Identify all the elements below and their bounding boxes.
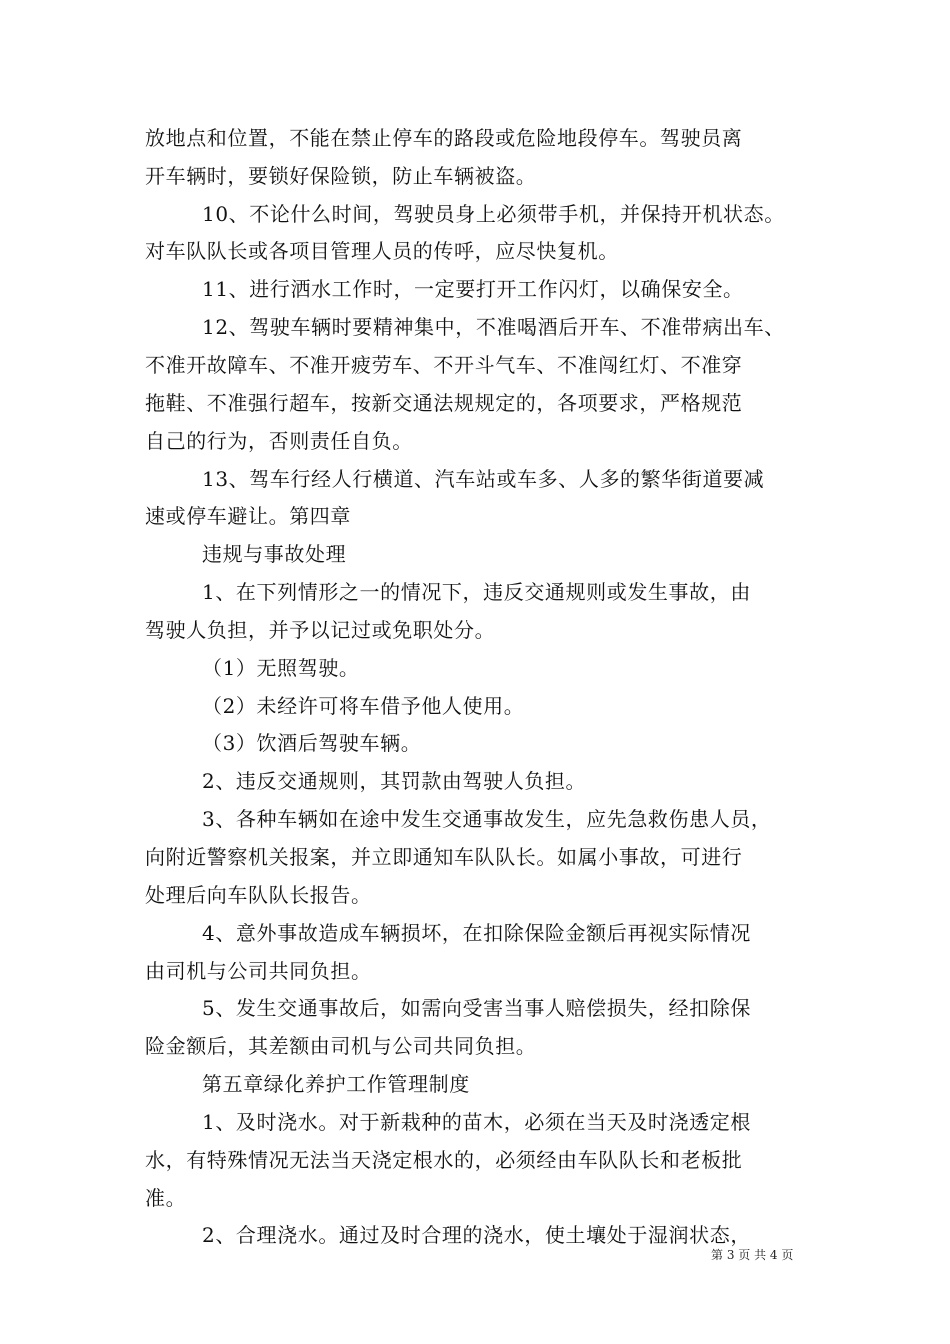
text-line-15: （1）无照驾驶。	[202, 656, 360, 680]
text-line-27: 1、及时浇水。对于新栽种的苗木，必须在当天及时浇透定根	[202, 1110, 751, 1134]
text-line-29: 准。	[145, 1186, 187, 1210]
text-line-19: 3、各种车辆如在途中发生交通事故发生，应先急救伤患人员，	[202, 807, 772, 831]
text-line-4: 对车队队长或各项目管理人员的传呼，应尽快复机。	[145, 239, 619, 263]
text-line-6: 12、驾驶车辆时要精神集中，不准喝酒后开车、不准带病出车、	[202, 315, 785, 339]
text-line-23: 由司机与公司共同负担。	[145, 959, 372, 983]
text-line-28: 水，有特殊情况无法当天浇定根水的，必须经由车队队长和老板批	[145, 1148, 743, 1172]
text-line-9: 自己的行为，否则责任自负。	[145, 429, 413, 453]
text-line-3: 10、不论什么时间，驾驶员身上必须带手机，并保持开机状态。	[202, 202, 785, 226]
text-line-25: 险金额后，其差额由司机与公司共同负担。	[145, 1034, 537, 1058]
text-line-21: 处理后向车队队长报告。	[145, 883, 372, 907]
text-line-20: 向附近警察机关报案，并立即通知车队队长。如属小事故，可进行	[145, 845, 743, 869]
text-line-1: 放地点和位置，不能在禁止停车的路段或危险地段停车。驾驶员离	[145, 126, 743, 150]
text-line-17: （3）饮酒后驾驶车辆。	[202, 731, 422, 755]
page-number-footer: 第 3 页 共 4 页	[711, 1248, 794, 1262]
text-line-24: 5、发生交通事故后，如需向受害当事人赔偿损失，经扣除保	[202, 996, 751, 1020]
text-line-16: （2）未经许可将车借予他人使用。	[202, 694, 525, 718]
text-line-5: 11、进行洒水工作时，一定要打开工作闪灯，以确保安全。	[202, 277, 744, 301]
text-line-11: 速或停车避让。第四章	[145, 504, 351, 528]
text-line-8: 拖鞋、不准强行超车，按新交通法规规定的，各项要求，严格规范	[145, 391, 743, 415]
text-line-13: 1、在下列情形之一的情况下，违反交通规则或发生事故，由	[202, 580, 751, 604]
section-heading-violations: 违规与事故处理	[202, 542, 347, 566]
text-line-10: 13、驾车行经人行横道、汽车站或车多、人多的繁华街道要减	[202, 467, 765, 491]
text-line-18: 2、违反交通规则，其罚款由驾驶人负担。	[202, 769, 587, 793]
section-heading-greening: 第五章绿化养护工作管理制度	[202, 1072, 470, 1096]
text-line-30: 2、合理浇水。通过及时合理的浇水，使土壤处于湿润状态，	[202, 1223, 751, 1247]
text-line-7: 不准开故障车、不准开疲劳车、不开斗气车、不准闯红灯、不准穿	[145, 353, 743, 377]
text-line-22: 4、意外事故造成车辆损坏，在扣除保险金额后再视实际情况	[202, 921, 751, 945]
text-line-2: 开车辆时，要锁好保险锁，防止车辆被盗。	[145, 164, 537, 188]
text-line-14: 驾驶人负担，并予以记过或免职处分。	[145, 618, 496, 642]
